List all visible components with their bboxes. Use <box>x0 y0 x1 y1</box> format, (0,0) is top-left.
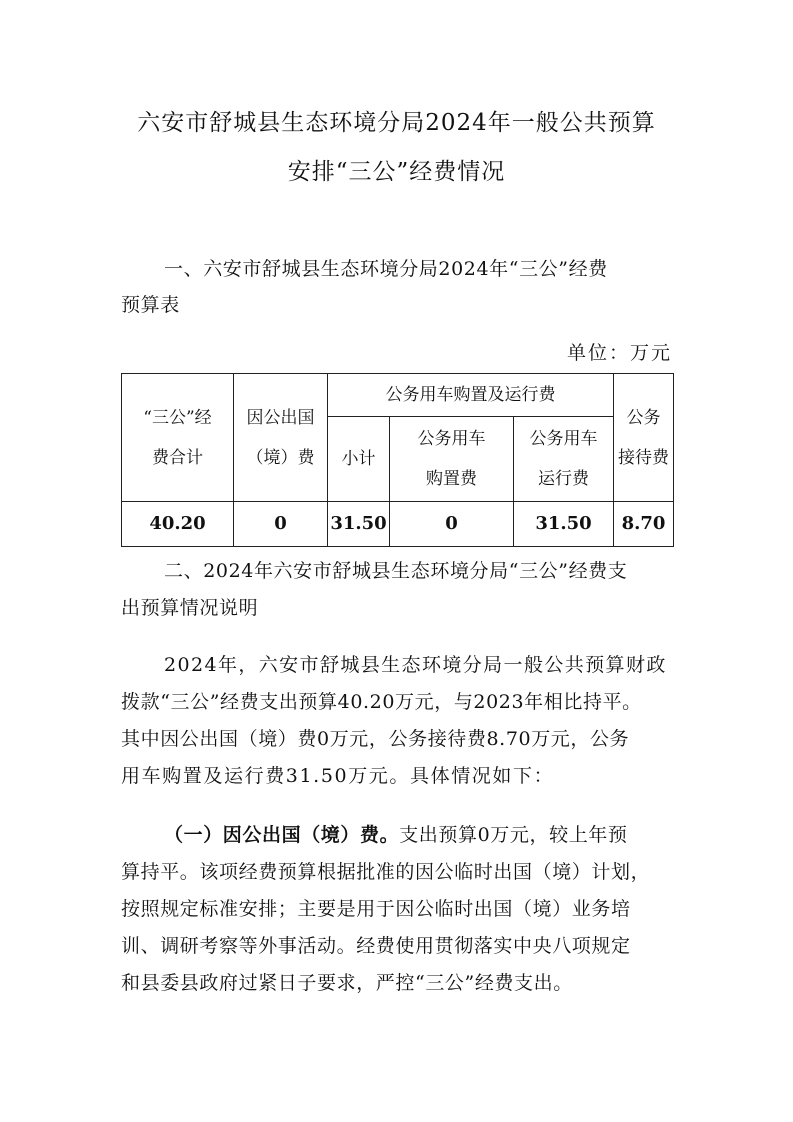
para2-line-3: 按照规定标准安排；主要是用于因公临时出国（境）业务培 <box>121 898 631 920</box>
header-operation-line-2: 运行费 <box>538 469 589 489</box>
header-purchase-line-2: 购置费 <box>426 469 477 489</box>
section2-heading-line-1: 二、2024年六安市舒城县生态环境分局“三公”经费支 <box>164 560 628 582</box>
header-purchase-line-1: 公务用车 <box>417 429 486 449</box>
para1-line-1: 2024年，六安市舒城县生态环境分局一般公共预算财政 <box>164 654 667 676</box>
header-operation <box>514 417 614 502</box>
para1-line-3: 其中因公出国（境）费0万元，公务接待费8.70万元，公务 <box>121 728 630 750</box>
document-title-line-2: 安排“三公”经费情况 <box>287 159 506 185</box>
header-reception-line-1: 公务 <box>626 407 661 428</box>
header-reception-line-2: 接待费 <box>618 447 669 468</box>
para2-bold-lead: （一）因公出国（境）费。 <box>164 824 400 846</box>
para1-line-2: 拨款“三公”经费支出预算40.20万元，与2023年相比持平。 <box>121 691 642 713</box>
header-vehicle-group: 公务用车购置及运行费 <box>328 374 614 417</box>
header-total <box>122 374 234 502</box>
cell-operation: 31.50 <box>514 502 614 547</box>
table-row <box>122 502 674 547</box>
cell-abroad: 0 <box>234 502 328 547</box>
para2-line-2: 算持平。该项经费预算根据批准的因公临时出国（境）计划， <box>121 861 651 883</box>
cell-total: 40.20 <box>122 502 234 547</box>
table-header-row-1 <box>122 374 674 417</box>
header-subtotal: 小计 <box>328 417 390 502</box>
document-title-line-1: 六安市舒城县生态环境分局2024年一般公共预算 <box>137 110 656 136</box>
budget-table <box>121 373 674 547</box>
para2-line-5: 和县委县政府过紧日子要求，严控“三公”经费支出。 <box>121 972 573 994</box>
para2-line-1-rest: 支出预算0万元，较上年预 <box>399 824 628 846</box>
cell-reception: 8.70 <box>614 502 674 547</box>
cell-subtotal: 31.50 <box>328 502 390 547</box>
header-operation-line-1: 公务用车 <box>529 429 598 449</box>
section1-heading-line-1: 一、六安市舒城县生态环境分局2024年“三公”经费 <box>164 258 608 280</box>
section2-heading-line-2: 出预算情况说明 <box>121 597 259 619</box>
header-abroad-line-1: 因公出国 <box>246 407 315 428</box>
cell-purchase: 0 <box>390 502 514 547</box>
header-abroad-line-2: （境）费 <box>246 447 315 468</box>
para2-line-1 <box>164 820 628 847</box>
para1-line-4: 用车购置及运行费31.50万元。具体情况如下： <box>121 765 555 787</box>
header-purchase <box>390 417 514 502</box>
para2-line-4: 训、调研考察等外事活动。经费使用贯彻落实中央八项规定 <box>121 935 631 957</box>
header-reception <box>614 374 674 502</box>
header-total-line-1: “三公”经 <box>143 407 212 428</box>
section1-heading-line-2: 预算表 <box>121 294 180 316</box>
header-total-line-2: 费合计 <box>152 447 203 468</box>
header-abroad <box>234 374 328 502</box>
unit-label: 单位：万元 <box>566 342 672 364</box>
